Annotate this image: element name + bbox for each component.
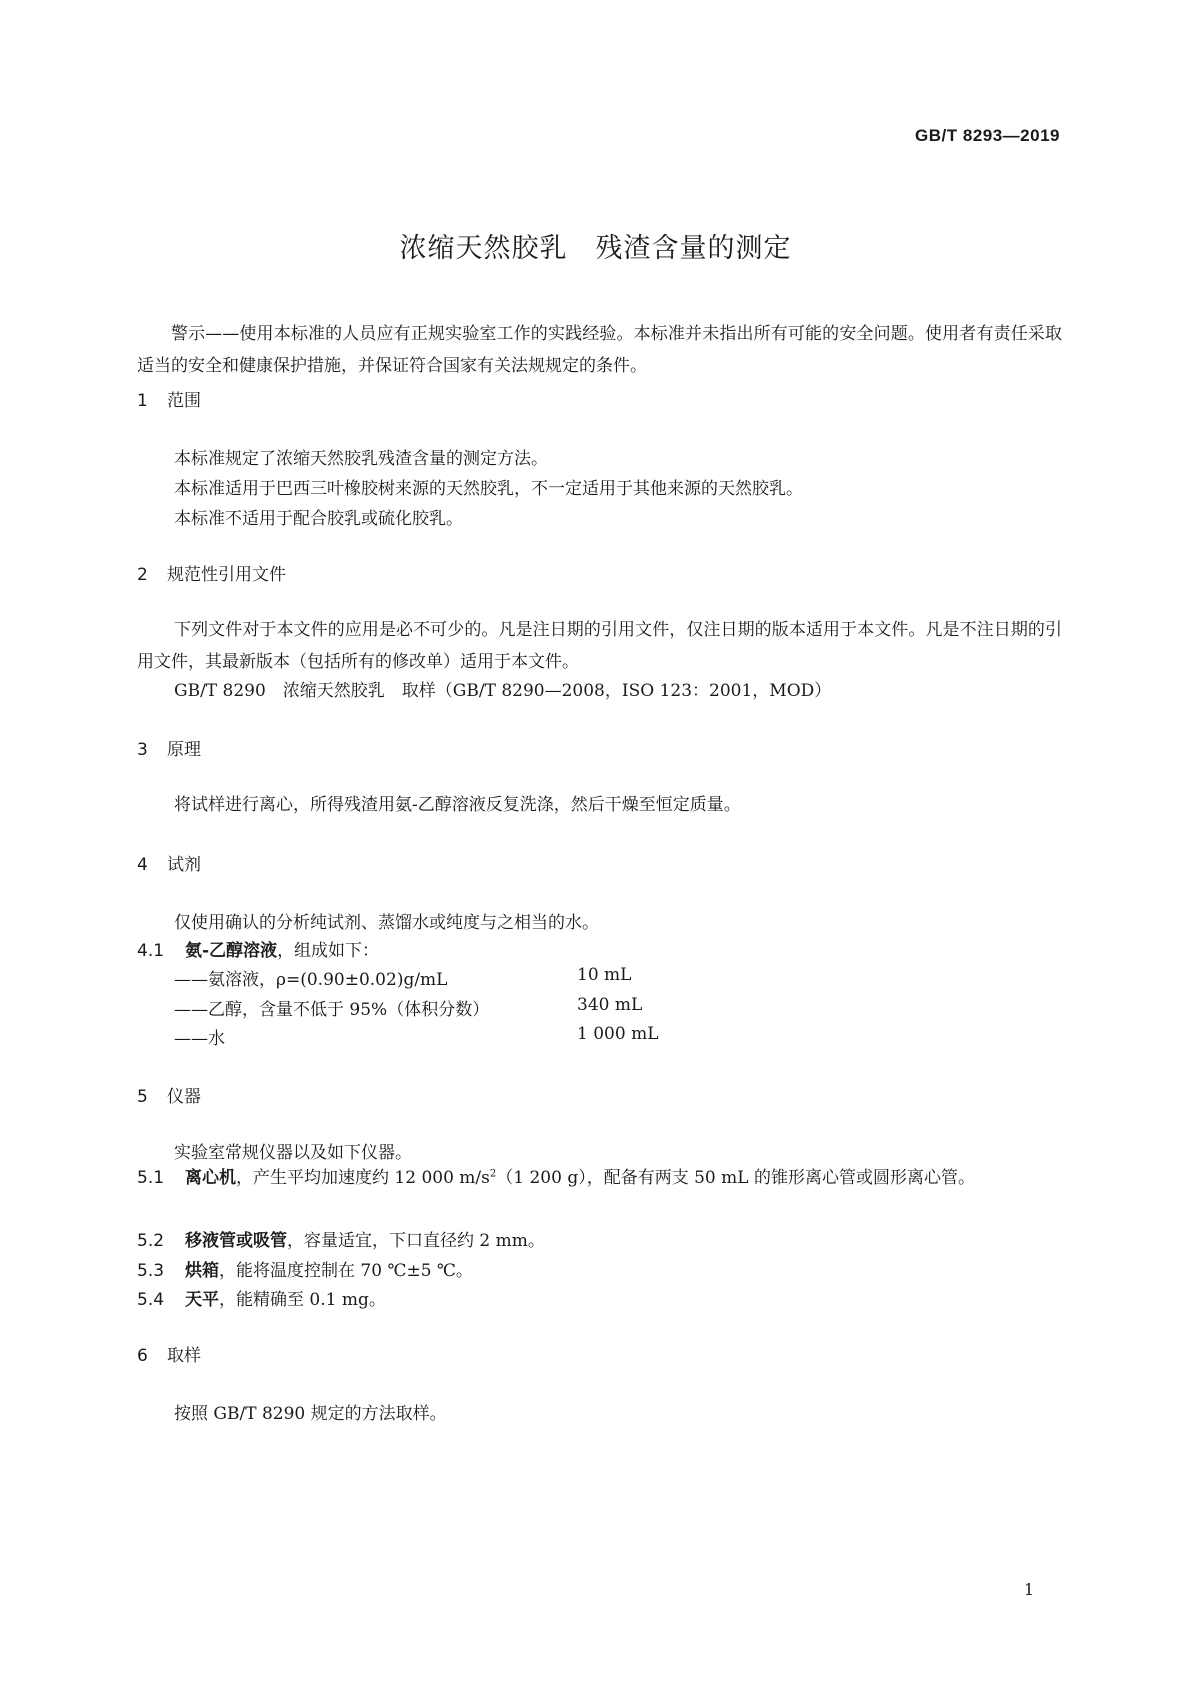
subclause-5-2 [137,1226,545,1251]
subclause-term: 氨-乙醇溶液 [185,941,278,961]
paragraph: 本标准适用于巴西三叶橡胶树来源的天然胶乳，不一定适用于其他来源的天然胶乳。 [174,479,803,499]
reagent-amount: 340 mL [577,995,643,1015]
document-title: 浓缩天然胶乳 残渣含量的测定 [399,233,792,264]
section-number: 3 [137,740,148,760]
section-title: 范围 [167,391,201,411]
reagent-name: ——水 [174,1029,225,1049]
reagent-name: ——氨溶液，ρ=(0.90±0.02)g/mL [174,970,448,990]
standard-code: GB/T 8293—2019 [915,126,1060,145]
subclause-number: 5.3 [137,1261,165,1281]
page-number: 1 [1023,1580,1034,1599]
subclause-text: （1 200 g），配备有两支 50 mL 的锥形离心管或圆形离心管。 [496,1168,975,1188]
section-4-heading [137,850,201,875]
subclause-number: 5.1 [137,1168,165,1188]
section-2-heading [137,560,286,585]
section-5-heading [137,1082,201,1107]
paragraph: 本标准规定了浓缩天然胶乳残渣含量的测定方法。 [174,449,548,469]
subclause-term: 天平 [185,1290,219,1310]
section-number: 6 [137,1346,148,1366]
subclause-text: ，组成如下： [277,941,380,961]
subclause-text: ，产生平均加速度约 12 000 m/s [236,1168,490,1188]
superscript: 2 [489,1168,497,1180]
reagent-amount: 10 mL [577,965,632,985]
paragraph: 将试样进行离心，所得残渣用氨-乙醇溶液反复洗涤，然后干燥至恒定质量。 [174,795,741,815]
section-title: 取样 [167,1346,201,1366]
paragraph: 实验室常规仪器以及如下仪器。 [174,1143,412,1163]
normative-reference: GB/T 8290 浓缩天然胶乳 取样（GB/T 8290—2008，ISO 123：2001，MOD） [174,681,832,701]
section-3-heading [137,735,201,760]
subclause-number: 5.2 [137,1231,165,1251]
paragraph: 本标准不适用于配合胶乳或硫化胶乳。 [174,509,463,529]
section-number: 2 [137,565,148,585]
subclause-term: 烘箱 [185,1261,219,1281]
reagent-amount: 1 000 mL [577,1024,659,1044]
section-number: 5 [137,1087,148,1107]
section-number: 1 [137,391,148,411]
subclause-5-4 [137,1285,386,1310]
section-title: 规范性引用文件 [167,565,286,585]
subclause-5-3 [137,1256,473,1281]
subclause-term: 离心机 [185,1168,236,1188]
subclause-number: 5.4 [137,1290,165,1310]
subclause-text: ，能将温度控制在 70 ℃±5 ℃。 [219,1261,473,1281]
section-title: 原理 [167,740,201,760]
reagent-name: ——乙醇，含量不低于 95%（体积分数） [174,1000,490,1020]
subclause-4-1 [137,936,379,961]
subclause-text: ，容量适宜，下口直径约 2 mm。 [287,1231,545,1251]
paragraph: 下列文件对于本文件的应用是必不可少的。凡是注日期的引用文件，仅注日期的版本适用于本文件。凡是不注日期的引用文件，其最新版本（包括所有的修改单）适用于本文件。 [137,620,1062,672]
subclause-term: 移液管或吸管 [185,1231,287,1251]
paragraph: 仅使用确认的分析纯试剂、蒸馏水或纯度与之相当的水。 [174,913,599,933]
section-number: 4 [137,855,148,875]
section-title: 试剂 [167,855,201,875]
warning-paragraph: 警示——使用本标准的人员应有正规实验室工作的实践经验。本标准并未指出所有可能的安全问题。使用者有责任采取适当的安全和健康保护措施，并保证符合国家有关法规规定的条件。 [137,324,1062,376]
section-title: 仪器 [167,1087,201,1107]
section-1-heading [137,386,201,411]
subclause-5-1 [137,1162,1062,1194]
paragraph: 按照 GB/T 8290 规定的方法取样。 [174,1404,447,1424]
subclause-text: ，能精确至 0.1 mg。 [219,1290,386,1310]
section-6-heading [137,1341,201,1366]
subclause-number: 4.1 [137,941,165,961]
